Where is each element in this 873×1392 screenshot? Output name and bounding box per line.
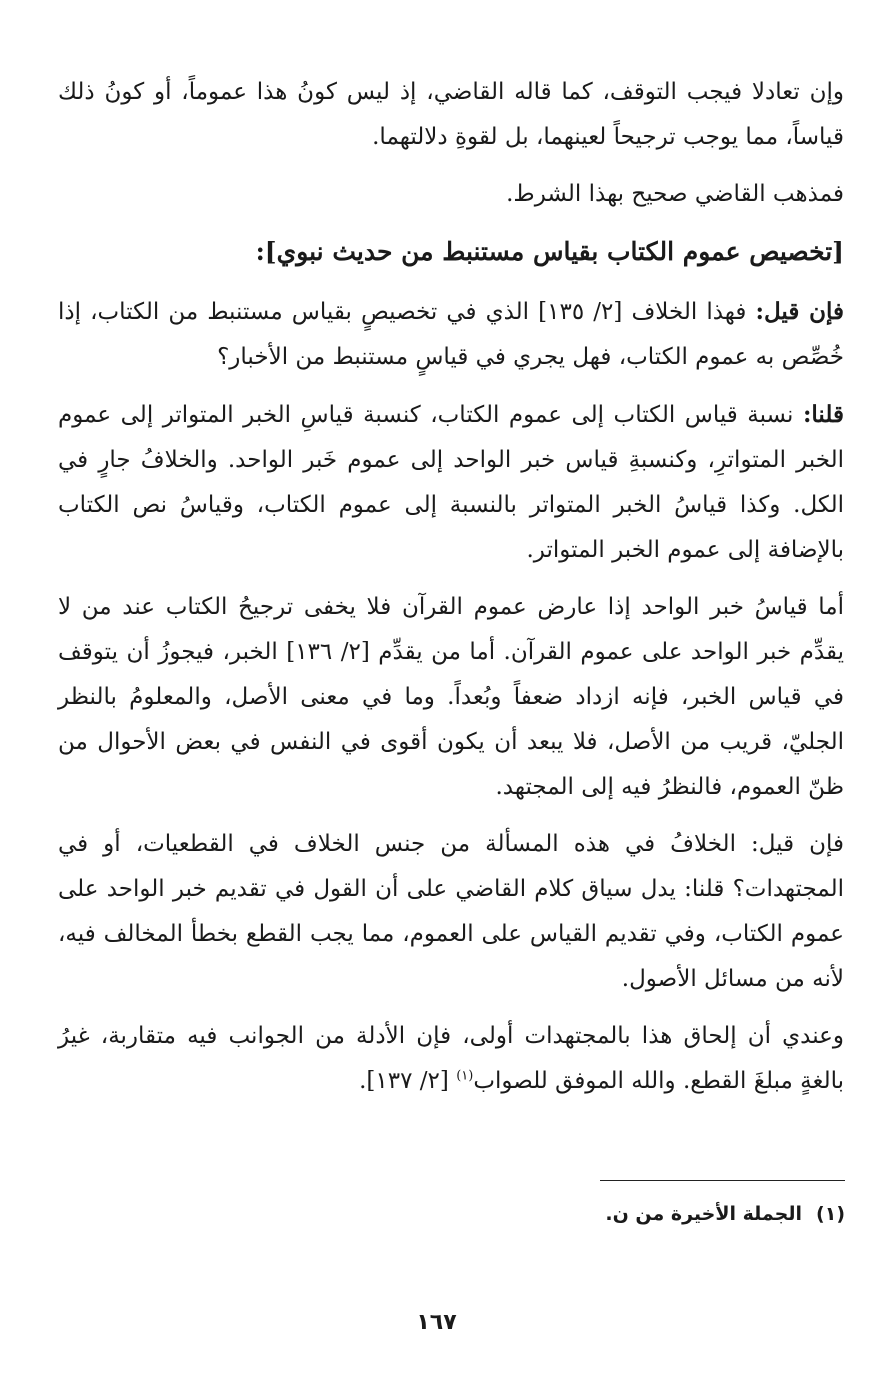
footnote-reference: (١) <box>456 1068 474 1084</box>
page-number: ١٦٧ <box>416 1310 457 1335</box>
paragraph-7-tail: [٢/ ١٣٧]. <box>359 1068 457 1094</box>
page-body <box>58 70 844 1116</box>
paragraph-4 <box>58 392 844 573</box>
footnote-divider <box>600 1180 845 1181</box>
section-heading: [تخصيص عموم الكتاب بقياس مستنبط من حديث نبوي]: <box>255 237 844 266</box>
paragraph-3-lead: فإن قيل: <box>755 298 845 325</box>
paragraph-7 <box>58 1014 844 1104</box>
footnote <box>605 1203 845 1225</box>
paragraph-4-lead: قلنا: <box>802 401 844 428</box>
footnote-number: (١) <box>816 1203 845 1225</box>
paragraph-7-body: وعندي أن إلحاق هذا بالمجتهدات أولى، فإن الأدلة من الجوانب فيه متقاربة، غيرُ بالغةٍ مبلغَ القطع. والله الموفق للصواب <box>58 1023 844 1094</box>
footnote-text: الجملة الأخيرة من ن. <box>605 1203 803 1225</box>
paragraph-5: أما قياسُ خبر الواحد إذا عارض عموم القرآن فلا يخفى ترجيحُ الكتاب عند من لا يقدِّم خبر الواحد على عموم القرآن. أما من يقدِّم [٢/ ١٣٦] الخبر، فيجوزُ أن يتوقف في قياس الخبر، فإنه ازداد ضعفاً وبُعداً. وما في معنى الأصل، والمعلومُ بالنظر الجليّ، قريب من الأصل، فلا يبعد أن يكون أقوى في النفس في بعض الأحوال من ظنّ العموم، فالنظرُ فيه إلى المجتهد. <box>58 594 844 800</box>
paragraph-3 <box>58 289 844 380</box>
paragraph-2: فمذهب القاضي صحيح بهذا الشرط. <box>506 181 844 207</box>
paragraph-4-body: نسبة قياس الكتاب إلى عموم الكتاب، كنسبة قياسِ الخبر المتواتر إلى عموم الخبر المتواترِ، وكنسبةِ قياس خبر الواحد إلى عموم خَبر الواحد. والخلافُ جارٍ في الكل. وكذا قياسُ الخبر المتواتر بالنسبة إلى عموم الكتاب، وقياسُ نص الكتاب بالإضافة إلى عموم الخبر المتواتر. <box>58 402 844 563</box>
paragraph-6: فإن قيل: الخلافُ في هذه المسألة من جنس الخلاف في القطعيات، أو في المجتهدات؟ قلنا: يدل سياق كلام القاضي على أن القول في تقديم خبر الواحد على عموم الكتاب، وفي تقديم القياس على العموم، مما يجب القطع بخطأ المخالف فيه، لأنه من مسائل الأصول. <box>58 831 844 992</box>
paragraph-3-body: فهذا الخلاف [٢/ ١٣٥] الذي في تخصيصٍ بقياس مستنبط من الكتاب، إذا خُصِّص به عموم الكتاب، فهل يجري في قياسٍ مستنبط من الأخبار؟ <box>58 299 844 370</box>
paragraph-1: وإن تعادلا فيجب التوقف، كما قاله القاضي، إذ ليس كونُ هذا عموماً، أو كونُ ذلك قياساً، مما يوجب ترجيحاً لعينهما، بل لقوةِ دلالتهما. <box>58 79 844 150</box>
